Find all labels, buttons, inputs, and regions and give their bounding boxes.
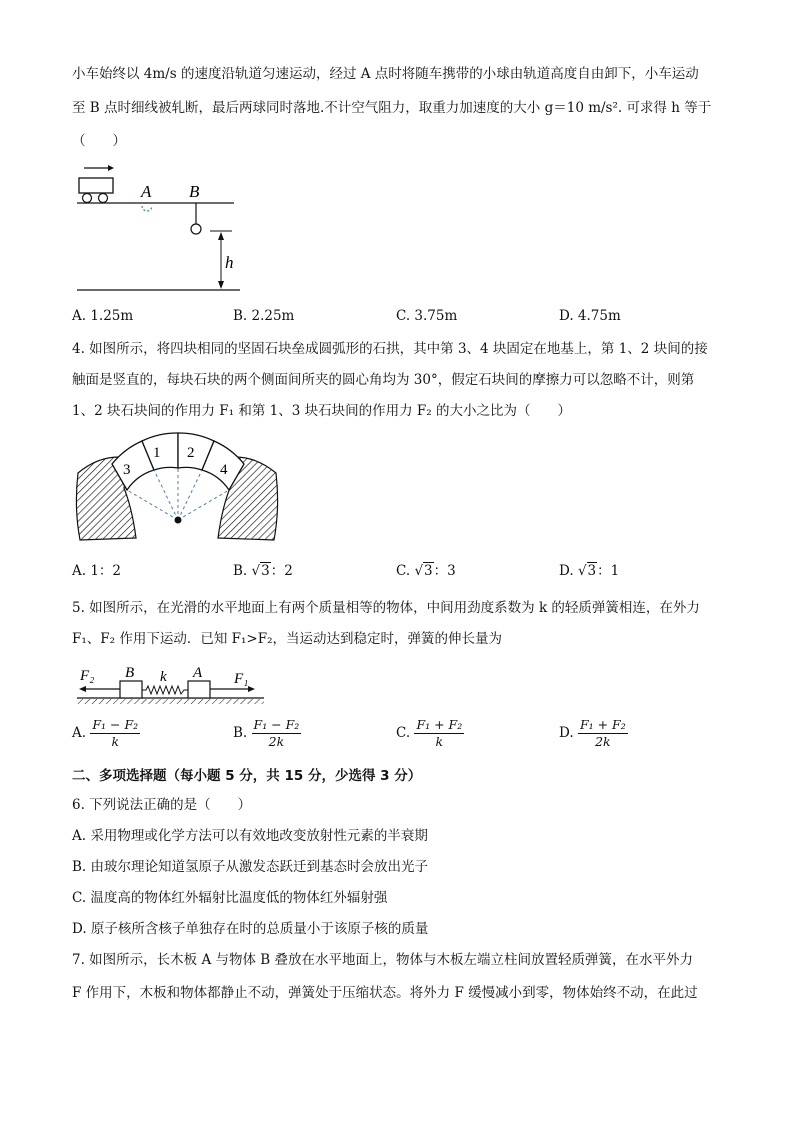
q4-option-c-letter: C.: [396, 563, 411, 579]
q5-option-d-fraction: $\frac{\text{F₁ + F₂}}{2k}$: [579, 717, 626, 749]
q5-option-a-fraction: $\frac{\text{F₁ − F₂}}{k}$: [92, 717, 139, 749]
q3-option-b[interactable]: B. 2.25m: [233, 308, 295, 324]
q3-text-line2: 至 B 点时细线被轧断，最后两球同时落地.不计空气阻力，取重力加速度的大小 g＝10 m/s². 可求得 h 等于: [72, 100, 712, 116]
q5-option-b[interactable]: [233, 717, 301, 750]
q3-option-a[interactable]: A. 1.25m: [72, 308, 134, 324]
q5-text-line2: F₁、F₂ 作用下运动．已知 F₁>F₂，当运动达到稳定时，弹簧的伸长量为: [72, 631, 503, 647]
q4-option-b-letter: B.: [233, 563, 248, 579]
q4-option-d[interactable]: [559, 561, 619, 581]
q4-stone-3: 3: [123, 462, 131, 478]
q4-option-b[interactable]: [233, 561, 293, 581]
q5-option-a-letter: A.: [72, 725, 87, 741]
q3-option-d[interactable]: D. 4.75m: [559, 308, 621, 324]
section-2-heading: 二、多项选择题（每小题 5 分，共 15 分，少选得 3 分）: [72, 768, 422, 784]
q4-stone-1: 1: [153, 445, 161, 461]
q5-option-c-fraction: $\frac{\text{F₁ + F₂}}{k}$: [416, 717, 463, 749]
q4-option-c-sqrt: √3: [414, 563, 433, 579]
q4-option-c[interactable]: [396, 561, 456, 581]
q6-option-c[interactable]: C. 温度高的物体红外辐射比温度低的物体红外辐射强: [72, 890, 388, 906]
q4-stone-2: 2: [187, 445, 195, 461]
q5-label-a: A: [193, 665, 203, 681]
q4-option-a[interactable]: A. 1：2: [72, 563, 122, 579]
q5-option-c[interactable]: [396, 717, 464, 750]
q3-figure-track: [72, 160, 242, 296]
q3-text-line1: 小车始终以 4m/s 的速度沿轨道匀速运动，经过 A 点时将随车携带的小球由轨道高度自由卸下，小车运动: [72, 66, 699, 82]
q5-option-d-letter: D.: [559, 725, 574, 741]
q4-option-d-ratio: ：1: [597, 563, 620, 579]
q3-text-line3: （ ）: [72, 133, 126, 149]
q4-option-c-ratio: ：3: [433, 563, 456, 579]
q4-text-line1: 4. 如图所示，将四块相同的坚固石块垒成圆弧形的石拱，其中第 3、4 块固定在地基上，第 1、2 块间的接: [72, 341, 708, 357]
q7-text-line1: 7. 如图所示，长木板 A 与物体 B 叠放在水平地面上，物体与木板左端立柱间放置轻质弹簧，在水平外力: [72, 952, 694, 968]
q3-label-b: B: [189, 182, 200, 201]
q3-option-c[interactable]: C. 3.75m: [396, 308, 458, 324]
q5-label-f1: F₁: [234, 671, 249, 687]
q3-label-a: A: [141, 182, 152, 201]
q5-option-b-letter: B.: [233, 725, 248, 741]
q5-option-c-letter: C.: [396, 725, 411, 741]
q4-option-d-sqrt: √3: [577, 563, 597, 579]
q4-option-d-letter: D.: [559, 563, 574, 579]
q5-text-line1: 5. 如图所示，在光滑的水平地面上有两个质量相等的物体，中间用劲度系数为 k 的轻质弹簧相连，在外力: [72, 600, 700, 616]
q4-text-line3: 1、2 块石块间的作用力 F₁ 和第 1、3 块石块间的作用力 F₂ 的大小之比为（ ）: [72, 403, 571, 419]
q5-figure-spring: [72, 660, 272, 710]
q6-option-b[interactable]: B. 由玻尔理论知道氢原子从激发态跃迁到基态时会放出光子: [72, 859, 429, 875]
q4-stone-4: 4: [220, 462, 228, 478]
q4-figure-arch: [72, 428, 287, 558]
q5-label-f2: F₂: [80, 668, 95, 684]
q4-text-line2: 触面是竖直的，每块石块的两个侧面间所夹的圆心角均为 30°，假定石块间的摩擦力可以忽略不计，则第: [72, 372, 695, 388]
q6-option-a[interactable]: A. 采用物理或化学方法可以有效地改变放射性元素的半衰期: [72, 828, 428, 844]
q3-label-h: h: [225, 253, 234, 272]
q4-option-b-sqrt: √3: [251, 563, 270, 579]
q5-label-k: k: [160, 669, 167, 685]
q6-stem: 6. 下列说法正确的是（ ）: [72, 797, 252, 813]
q6-option-d[interactable]: D. 原子核所含核子单独存在时的总质量小于该原子核的质量: [72, 921, 429, 937]
q5-option-b-fraction: $\frac{\text{F₁ − F₂}}{2k}$: [253, 717, 300, 749]
q5-option-a[interactable]: [72, 717, 140, 750]
q4-option-b-ratio: ：2: [270, 563, 293, 579]
q7-text-line2: F 作用下，木板和物体都静止不动，弹簧处于压缩状态。将外力 F 缓慢减小到零，物体始终不动，在此过: [72, 985, 698, 1001]
q5-option-d[interactable]: [559, 717, 628, 750]
q5-label-b: B: [125, 665, 135, 681]
